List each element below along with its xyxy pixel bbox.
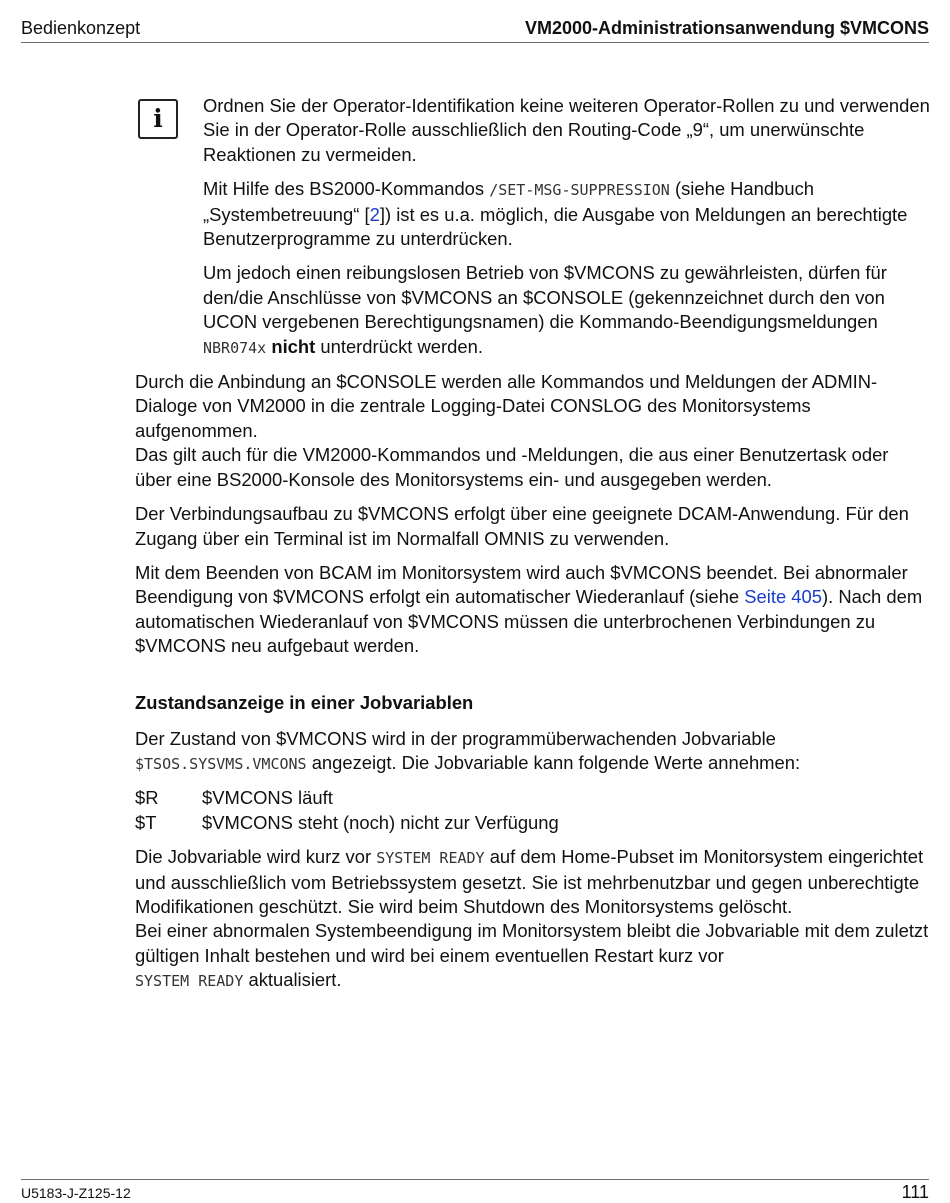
- page-footer: [21, 1179, 929, 1203]
- reference-link[interactable]: 2: [369, 203, 380, 225]
- value-desc: $VMCONS läuft: [202, 787, 333, 809]
- header-title: VM2000-Administrationsanwendung $VMCONS: [524, 18, 929, 38]
- body-paragraph-1: Durch die Anbindung an $CONSOLE werden alle Kommandos und Meldungen der ADMIN-Dialoge von VM2000 in die zentrale Logging-Datei CONSLOG des Monitorsystems aufgenommen. Das gilt auch für die VM2000-Kommandos und -Meldungen, die aus einer Benutzertask oder über eine BS2000-Konsole des Monitorsystems ein- und ausgegeben werden.: [135, 371, 889, 490]
- section-paragraph-3: Bei einer abnormalen Systembeendigung im Monitorsystem bleibt die Jobvariable mit dem zuletzt gültigen Inhalt bestehen und wird bei einem eventuellen Restart kurz vor SYSTEM READY aktualisiert.: [135, 920, 929, 991]
- section-heading: Zustandsanzeige in einer Jobvariablen: [135, 691, 474, 713]
- body-paragraph-3: Mit dem Beenden von BCAM im Monitorsystem wird auch $VMCONS beendet. Bei abnormaler Beendigung von $VMCONS erfolgt ein automatischer Wiederanlauf (siehe Seite 405). Nach dem automatischen Wiederanlauf von $VMCONS müssen die unterbrochenen Verbindungen zu $VMCONS neu aufgebaut werden.: [135, 561, 923, 657]
- value-desc: $VMCONS steht (noch) nicht zur Verfügung: [202, 811, 559, 833]
- info-note: [135, 94, 930, 360]
- value-term: $R: [135, 787, 159, 809]
- note-paragraph-2: Mit Hilfe des BS2000-Kommandos /SET-MSG-SUPPRESSION (siehe Handbuch „Systembetreuung“ [2]) ist es u.a. möglich, die Ausgabe von Meldungen an berechtigte Benutzerprogramme zu unterdrücken.: [203, 178, 908, 250]
- note-paragraph-1: Ordnen Sie der Operator-Identifikation keine weiteren Operator-Rollen zu und verwenden Sie in der Operator-Rolle ausschließlich den Routing-Code „9“, um unerwünschte Reaktionen zu vermeiden.: [203, 95, 930, 165]
- value-row: [135, 811, 930, 835]
- command-code: /SET-MSG-SUPPRESSION: [489, 181, 670, 200]
- system-ready-code: SYSTEM READY: [376, 849, 485, 868]
- value-term: $T: [135, 811, 157, 833]
- page-header: [21, 16, 929, 43]
- page-link[interactable]: Seite 405: [744, 586, 822, 608]
- value-list: [135, 786, 930, 835]
- system-ready-code: SYSTEM READY: [135, 972, 244, 991]
- note-paragraph-3: Um jedoch einen reibungslosen Betrieb von $VMCONS zu gewährleisten, dürfen für den/die Anschlüsse von $VMCONS an $CONSOLE (gekennzeichnet durch den von UCON vergebenen Berechtigungsnamen) die Kommando-Beendigungsmeldungen NBR074x nicht unterdrückt werden.: [203, 262, 887, 357]
- emphasis: nicht: [271, 335, 316, 357]
- body-paragraph-2: Der Verbindungsaufbau zu $VMCONS erfolgt über eine geeignete DCAM-Anwendung. Für den Zugang über ein Terminal ist im Normalfall OMNIS zu verwenden.: [135, 503, 909, 549]
- header-chapter: Bedienkonzept: [21, 18, 141, 38]
- info-icon: i: [138, 99, 178, 139]
- document-id: U5183-J-Z125-12: [21, 1185, 131, 1201]
- jobvariable-code: $TSOS.SYSVMS.VMCONS: [135, 754, 307, 773]
- message-code: NBR074x: [203, 338, 267, 357]
- page-content: [135, 94, 930, 1004]
- page-number: 111: [901, 1182, 929, 1202]
- value-row: [135, 786, 930, 810]
- section-paragraph-2: Die Jobvariable wird kurz vor SYSTEM READY auf dem Home-Pubset im Monitorsystem eingerichtet und ausschließlich vom Betriebssystem gesetzt. Sie ist mehrbenutzbar und gegen unberechtigte Modifikationen geschützt. Sie wird beim Shutdown des Monitorsystems gelöscht.: [135, 846, 924, 917]
- section-paragraph-1: Der Zustand von $VMCONS wird in der programmüberwachenden Jobvariable $TSOS.SYSVMS.VMCONS angezeigt. Die Jobvariable kann folgende Werte annehmen:: [135, 727, 801, 773]
